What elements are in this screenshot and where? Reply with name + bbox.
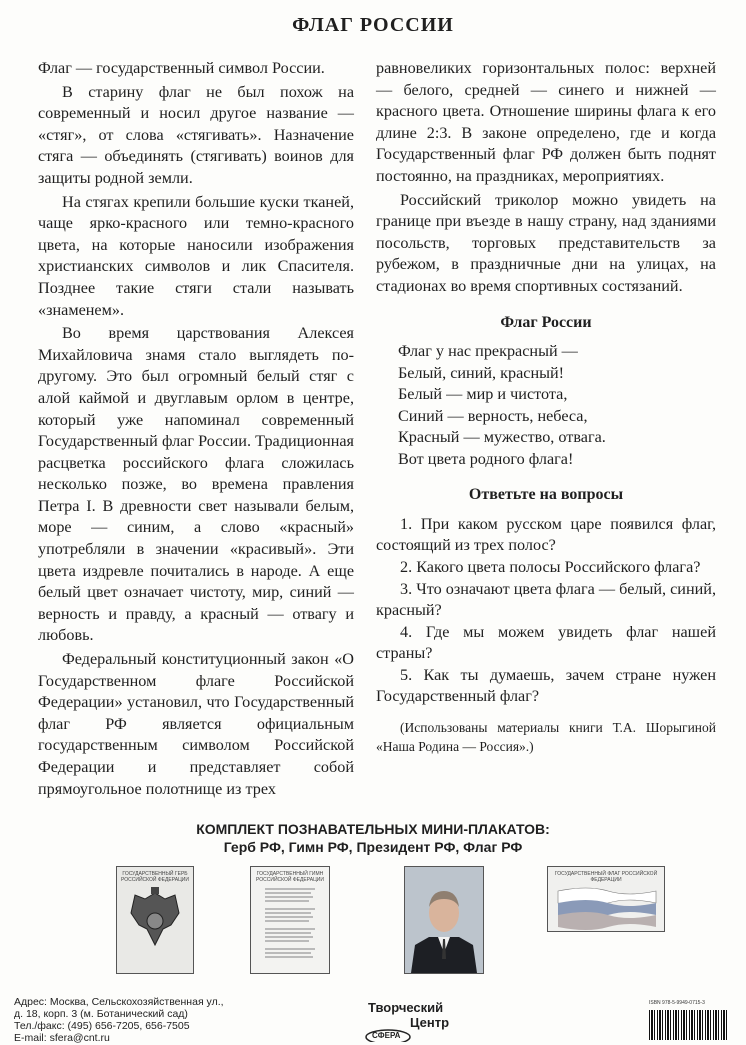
source-note: (Использованы материалы книги Т.А. Шорыгиной «Наша Родина — Россия».) bbox=[376, 720, 716, 755]
anthem-text-lines bbox=[251, 883, 329, 967]
questions-list bbox=[376, 514, 716, 708]
poem-line: Синий — верность, небеса, bbox=[398, 406, 588, 425]
poster-thumb-coat-of-arms bbox=[116, 866, 194, 974]
poem-line: Белый, синий, красный! bbox=[398, 363, 565, 382]
right-column bbox=[376, 58, 716, 756]
page-title: ФЛАГ РОССИИ bbox=[292, 14, 454, 36]
left-column bbox=[38, 58, 354, 802]
paragraph: Во время царствования Алексея Михайловича знамя стало выглядеть по-другому. Это был огромный белый стяг с алой каймой и двуглавым орлом в центре, который уже напоминал современный Государственный флаг России. Традиционная расцветка российского флага сложилась несколько позже, во времена правления Петра I. В древности свет называли белым, море — синим, а слово «красный» употребляли в значении «красивый». Эти цвета издревле почитались в народе. А еще белый цвет означает чистоту, мир, синий — верность и правду, а красный — отвагу и любовь. bbox=[38, 324, 354, 645]
question-item: 1. При каком русском царе появился флаг, состоящий из трех полос? bbox=[376, 514, 716, 555]
paragraph: В старину флаг не был похож на современный и носил другое название — «стяг», от слова «стягивать». Назначение стяга — объединять (стягивать) воинов для защиты родной земли. bbox=[38, 82, 354, 187]
poem-line: Красный — мужество, отвага. bbox=[398, 428, 606, 447]
publisher-address bbox=[14, 996, 224, 1044]
address-line: E-mail: sfera@cnt.ru bbox=[14, 1032, 110, 1044]
poem-line: Белый — мир и чистота, bbox=[398, 385, 568, 404]
poster-thumb-president bbox=[404, 866, 484, 974]
paragraph: равновеликих горизонтальных полос: верхней — белого, средней — синего и нижней — красного цвета. Отношение ширины флага к его длине 2:3. В законе определено, где и когда Государственный флаг РФ должен быть поднят постоянно, на праздниках, мероприятиях. bbox=[376, 59, 716, 185]
publisher-name-line2: Центр bbox=[410, 1015, 450, 1030]
coat-of-arms-icon bbox=[117, 883, 193, 963]
address-line: Адрес: Москва, Сельскохозяйственная ул., bbox=[14, 996, 224, 1008]
isbn-text: ISBN 978-5-9949-0715-3 bbox=[649, 1000, 705, 1006]
poem-title: Флаг России bbox=[500, 313, 592, 331]
paragraph: Флаг — государственный символ России. bbox=[38, 59, 325, 77]
question-item: 4. Где мы можем увидеть флаг нашей страны? bbox=[376, 622, 716, 663]
publisher-logo bbox=[360, 1000, 460, 1045]
publisher-mark: СФЕРА bbox=[372, 1031, 401, 1040]
paragraph: Федеральный конституционный закон «О Государственном флаге Российской Федерации» установил, что Государственный флаг РФ является официальным государственным символом Российской Федерации и представляет собой прямоугольное полотнище из трех bbox=[38, 650, 354, 798]
president-portrait-icon bbox=[405, 867, 483, 973]
series-subheading: Герб РФ, Гимн РФ, Президент РФ, Флаг РФ bbox=[223, 839, 523, 855]
poster-thumb-anthem bbox=[250, 866, 330, 974]
russian-flag-icon bbox=[548, 883, 664, 933]
poem-line: Вот цвета родного флага! bbox=[398, 449, 574, 468]
series-heading-line: КОМПЛЕКТ ПОЗНАВАТЕЛЬНЫХ МИНИ-ПЛАКАТОВ: bbox=[196, 821, 550, 837]
series-heading bbox=[0, 820, 746, 856]
paragraph: Российский триколор можно увидеть на границе при въезде в нашу страну, над зданиями посольств, торговых представительств за рубежом, в праздничные дни на улицах, на стадионах во время спортивных состязаний. bbox=[376, 190, 716, 295]
thumb-caption: ГОСУДАРСТВЕННЫЙ ФЛАГ РОССИЙСКОЙ ФЕДЕРАЦИИ bbox=[554, 871, 658, 883]
address-line: Тел./факс: (495) 656-7205, 656-7505 bbox=[14, 1020, 190, 1032]
publisher-name-line1: Творческий bbox=[368, 1000, 444, 1015]
question-item: 2. Какого цвета полосы Российского флага? bbox=[400, 557, 701, 576]
poem bbox=[398, 341, 716, 470]
paragraph: На стягах крепили большие куски тканей, чаще ярко-красного или темно-красного цвета, на которые наносили изображения христианских символов и лик Спасителя. Позднее такие стяги стали называть «знаменем». bbox=[38, 192, 354, 319]
thumb-caption: ГОСУДАРСТВЕННЫЙ ГИМН РОССИЙСКОЙ ФЕДЕРАЦИИ bbox=[256, 871, 324, 883]
isbn-block bbox=[649, 1000, 729, 1045]
poem-line: Флаг у нас прекрасный — bbox=[398, 342, 578, 361]
poster-thumb-flag bbox=[547, 866, 665, 932]
questions-title: Ответьте на вопросы bbox=[468, 486, 624, 504]
question-item: 5. Как ты думаешь, зачем стране нужен Государственный флаг? bbox=[376, 665, 716, 706]
barcode-icon bbox=[649, 1010, 729, 1040]
thumb-caption: ГОСУДАРСТВЕННЫЙ ГЕРБ РОССИЙСКОЙ ФЕДЕРАЦИИ bbox=[121, 871, 189, 883]
address-line: д. 18, корп. 3 (м. Ботанический сад) bbox=[14, 1008, 188, 1020]
question-item: 3. Что означают цвета флага — белый, синий, красный? bbox=[376, 579, 716, 620]
